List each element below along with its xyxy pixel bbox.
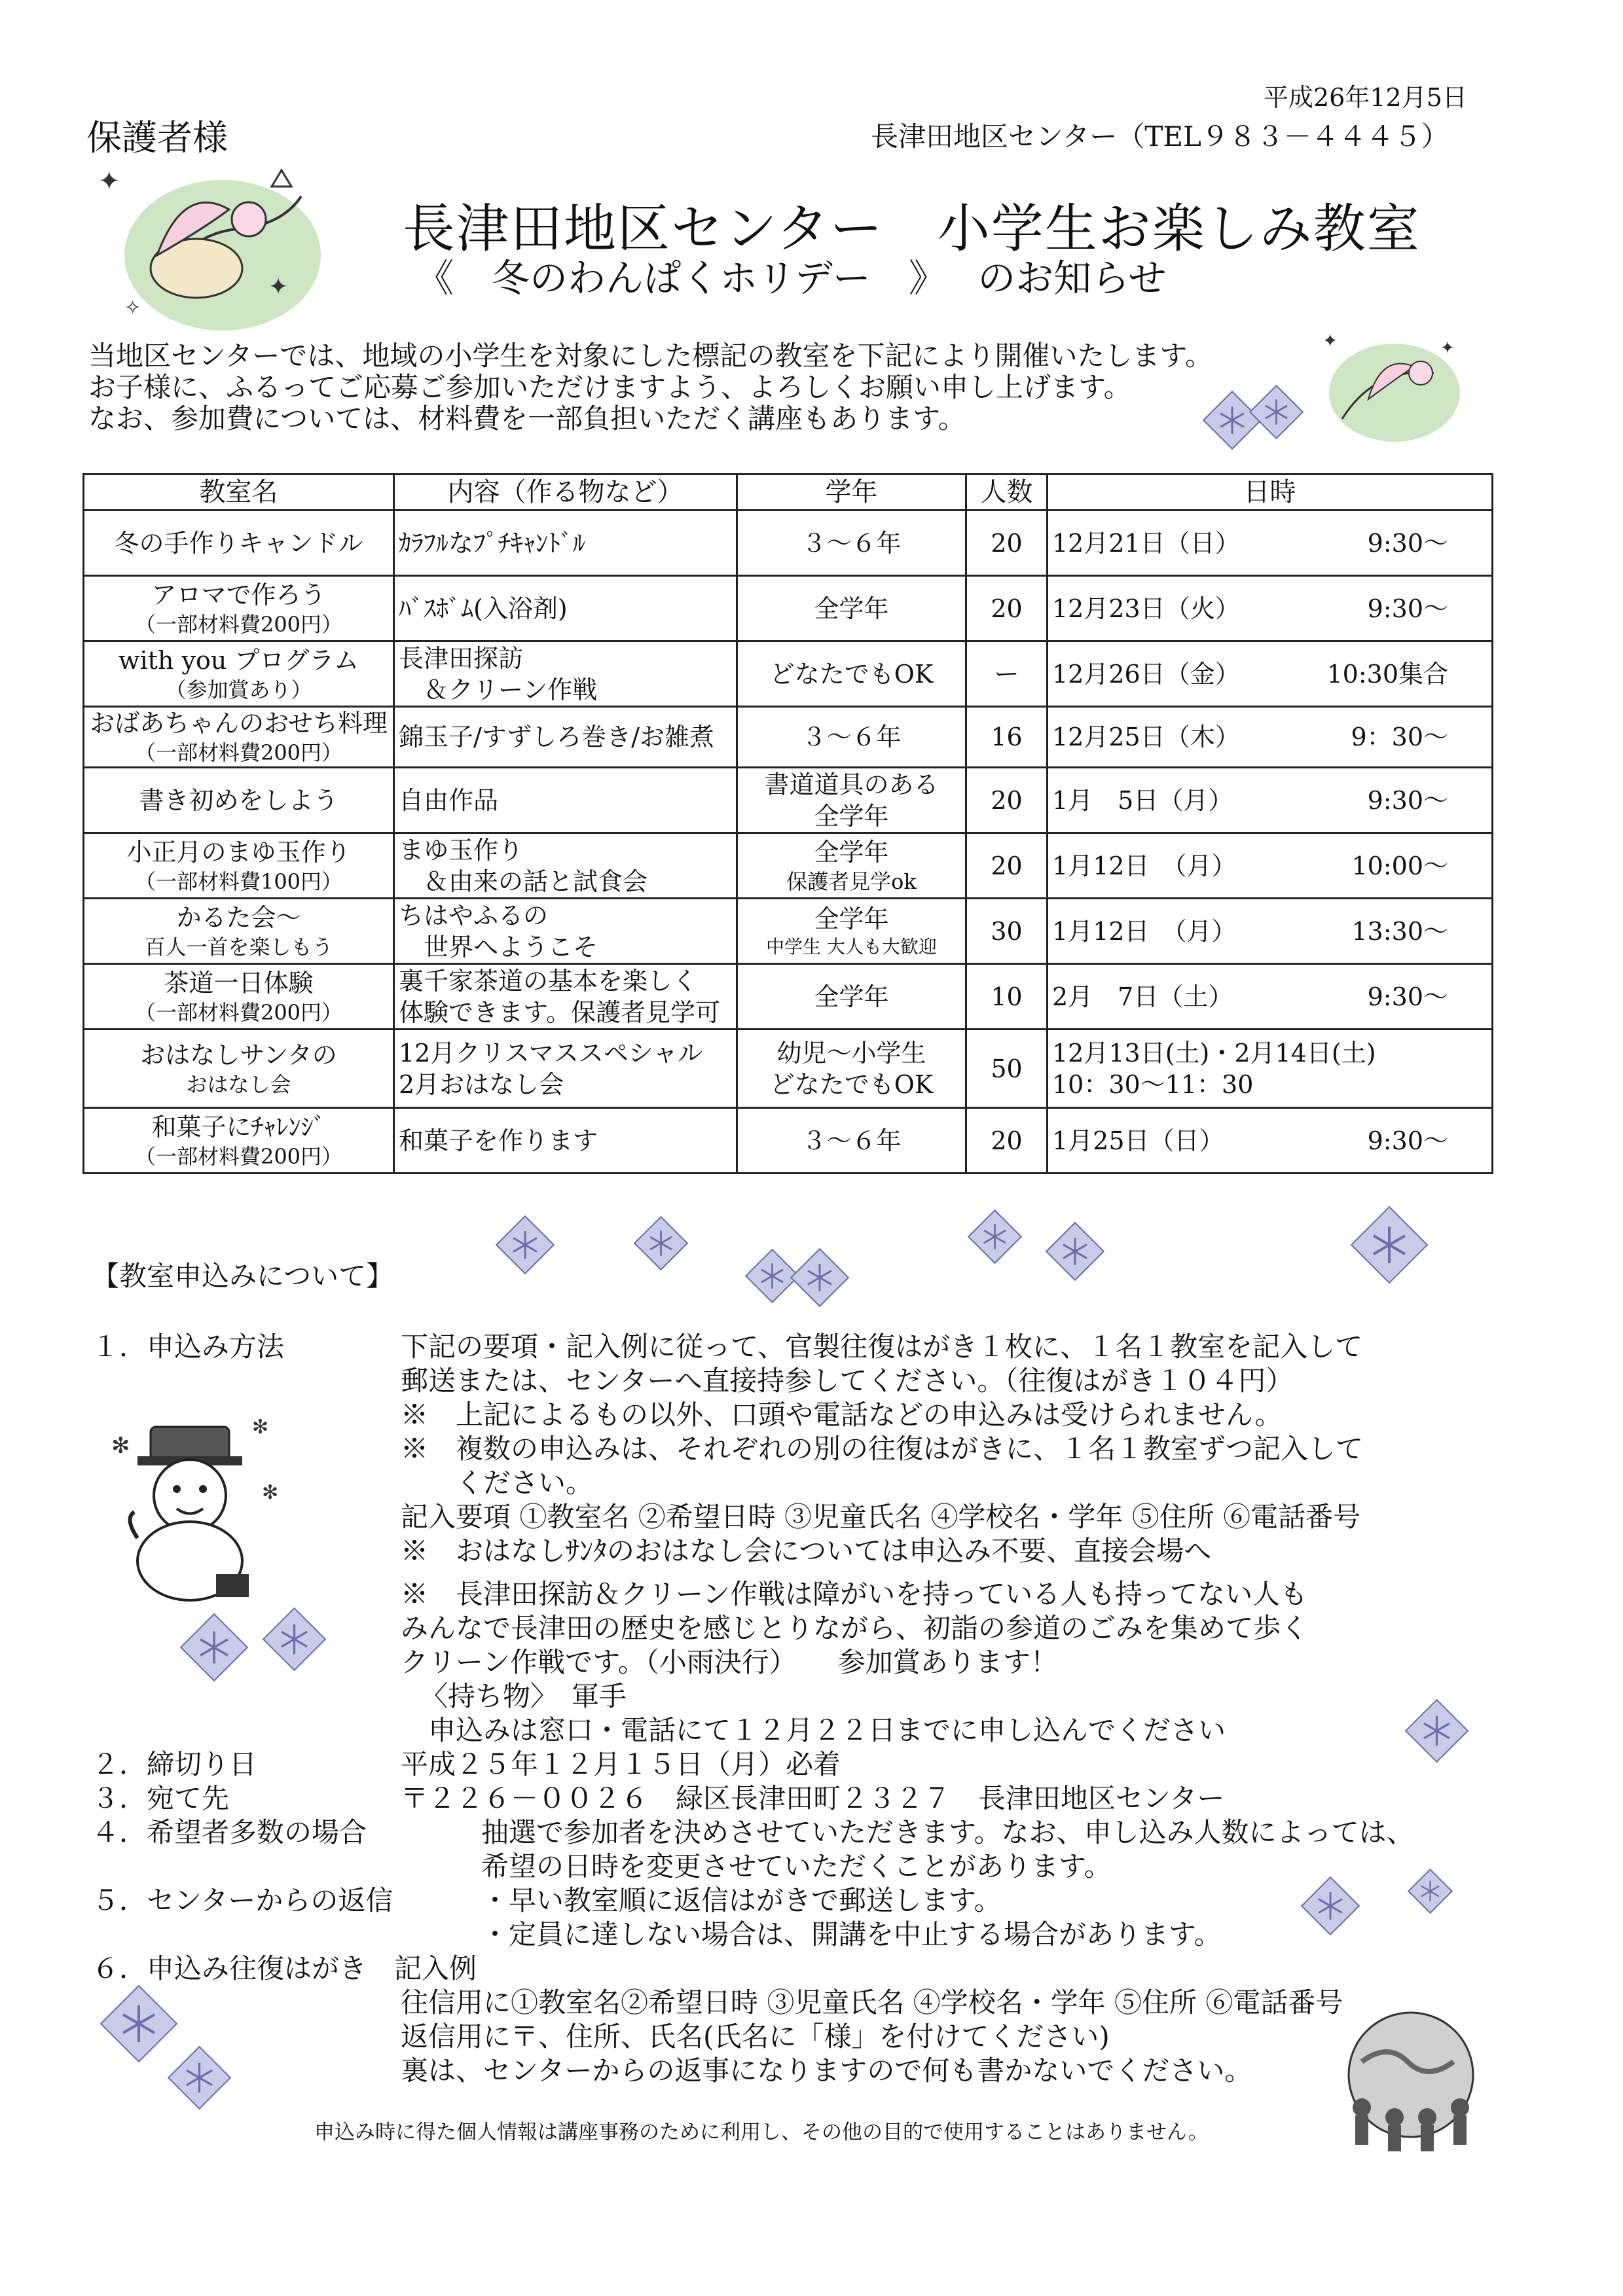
class-time: 9:30～ <box>1367 1126 1448 1155</box>
class-content: ｶﾗﾌﾙなﾌﾟﾁｷｬﾝﾄﾞﾙ <box>399 528 586 558</box>
table-row <box>84 707 1493 768</box>
class-grade-note: 中学生 大人も大歓迎 <box>766 935 937 958</box>
cell-capacity <box>966 511 1048 576</box>
column-header: 日時 <box>1048 475 1493 511</box>
cell-datetime <box>1048 707 1493 768</box>
datetime-line <box>1052 593 1487 624</box>
table-row <box>84 964 1493 1030</box>
class-name: かるた会～ <box>176 903 301 932</box>
svg-text:✦: ✦ <box>98 166 120 196</box>
class-grade: ３～６年 <box>801 723 902 751</box>
class-time: 13:30～ <box>1351 916 1448 946</box>
privacy-notice: 申込み時に得た個人情報は講座事務のために利用し、その他の目的で使用することはありません。 <box>314 2121 1209 2144</box>
class-time: 9:30～ <box>1367 982 1448 1011</box>
class-name: 茶道一日体験 <box>164 968 314 997</box>
class-time: 9：30～ <box>1351 723 1448 751</box>
intro-text <box>88 340 1213 435</box>
datetime-line <box>1052 785 1487 816</box>
table-row <box>84 576 1493 641</box>
clean-campaign-note <box>401 1577 1308 1748</box>
table-row <box>84 1030 1493 1108</box>
cell-content <box>394 511 737 576</box>
class-date: 12月13日(土)・2月14日(土) <box>1052 1038 1376 1067</box>
column-header: 教室名 <box>84 475 394 511</box>
class-content-detail: 世界へようこそ <box>399 932 598 961</box>
snowflake-icon <box>263 1607 327 1672</box>
class-date: 1月25日（日） <box>1052 1126 1224 1155</box>
snowflake-icon <box>968 1210 1022 1264</box>
cell-class-name <box>84 1108 394 1174</box>
cell-content <box>394 833 737 899</box>
datetime-line <box>1052 528 1487 559</box>
class-content-detail: ＆クリーン作戦 <box>399 675 598 704</box>
text-line: 記入要項 ①教室名 ②希望日時 ③児童氏名 ④学校名・学年 ⑤住所 ⑥電話番号 <box>401 1501 1361 1533</box>
snowflake-icon <box>1405 1699 1469 1763</box>
cell-content <box>394 641 737 707</box>
class-capacity: 20 <box>991 528 1023 558</box>
cell-content <box>394 1108 737 1174</box>
deadline-text: 平成２５年１２月１５日（月）必着 <box>401 1748 841 1780</box>
text-line: ※ 上記によるもの以外、口頭や電話などの申込みは受けられません。 <box>401 1399 1283 1431</box>
snowflake-icon <box>496 1215 555 1275</box>
cell-class-name <box>84 511 394 576</box>
class-capacity: 10 <box>991 982 1023 1011</box>
cell-class-name <box>84 707 394 768</box>
snowflake-icon <box>1046 1222 1105 1282</box>
cell-content <box>394 1030 737 1108</box>
class-grade-note: どなたでもOK <box>769 1069 934 1099</box>
class-date: 2月 7日（土） <box>1052 982 1233 1011</box>
class-time: 10:30集合 <box>1326 659 1448 689</box>
cell-grade <box>737 899 966 964</box>
class-date: 12月26日（金） <box>1052 659 1240 689</box>
class-time: 9:30～ <box>1367 785 1448 815</box>
cell-datetime <box>1048 964 1493 1030</box>
class-name-note: （一部材料費200円） <box>134 740 343 765</box>
cell-grade <box>737 641 966 707</box>
cell-capacity <box>966 576 1048 641</box>
class-name-note: （一部材料費200円） <box>134 1143 343 1169</box>
class-grade: 全学年 <box>814 594 889 623</box>
cell-capacity <box>966 641 1048 707</box>
class-date: 12月25日（木） <box>1052 723 1240 751</box>
text-line: 裏は、センターからの返事になりますので何も書かないでください。 <box>401 2054 1252 2087</box>
cell-capacity <box>966 768 1048 833</box>
snowflake-icon <box>1351 1206 1429 1284</box>
text-line: 希望の日時を変更させていただくことがあります。 <box>481 1850 1112 1882</box>
text-line: 返信用に〒、住所、氏名(氏名に「様」を付けてください) <box>401 2020 1110 2053</box>
cell-class-name <box>84 641 394 707</box>
class-capacity: 20 <box>991 785 1023 815</box>
cell-capacity <box>966 1030 1048 1108</box>
class-name: 和菓子にﾁｬﾚﾝｼﾞ <box>151 1112 326 1141</box>
cell-grade <box>737 511 966 576</box>
section-label: １．申込み方法 <box>92 1331 285 1363</box>
cell-content <box>394 899 737 964</box>
cell-datetime <box>1048 576 1493 641</box>
class-grade: ３～６年 <box>801 1126 902 1155</box>
datetime-line <box>1052 981 1487 1013</box>
cell-datetime <box>1048 899 1493 964</box>
cell-datetime <box>1048 511 1493 576</box>
table-row <box>84 1108 1493 1174</box>
class-grade: 全学年 <box>814 982 889 1011</box>
cell-datetime <box>1048 833 1493 899</box>
text-line: ※ 長津田探訪＆クリーン作戦は障がいを持っている人も持ってない人も <box>401 1578 1308 1610</box>
datetime-line <box>1052 1125 1487 1157</box>
text-line: ※ おはなしｻﾝﾀのおはなし会については申込み不要、直接会場へ <box>401 1535 1212 1567</box>
class-content-detail: 2月おはなし会 <box>399 1069 564 1099</box>
datetime-line <box>1052 658 1487 690</box>
cell-content <box>394 576 737 641</box>
datetime-line <box>1052 850 1487 882</box>
recipient-label: 保護者様 <box>86 117 228 158</box>
class-schedule-table <box>82 473 1493 1174</box>
class-grade: 幼児～小学生 <box>776 1038 926 1067</box>
class-name-note: （一部材料費200円） <box>134 999 343 1025</box>
text-line: ※ 複数の申込みは、それぞれの別の往復はがきに、１名１教室ずつ記入して <box>401 1433 1364 1465</box>
class-time: 10:00～ <box>1351 851 1448 880</box>
fairy-illustration <box>85 157 321 334</box>
datetime-line <box>1052 721 1487 753</box>
table-row <box>84 511 1493 576</box>
text-line: ・早い教室順に返信はがきで郵送します。 <box>481 1884 1002 1916</box>
cell-grade <box>737 833 966 899</box>
class-capacity: 20 <box>991 594 1023 623</box>
table-row <box>84 899 1493 964</box>
section-label: ６．申込み往復はがき 記入例 <box>92 1952 477 1984</box>
class-grade-note: 保護者見学ok <box>786 869 917 894</box>
table-row <box>84 768 1493 833</box>
cell-content <box>394 707 737 768</box>
cell-class-name <box>84 964 394 1030</box>
class-name-note: （一部材料費200円） <box>134 611 343 637</box>
lottery-text <box>481 1816 1414 1884</box>
class-name: 書き初めをしよう <box>139 785 338 815</box>
class-date: 1月 5日（月） <box>1052 785 1233 815</box>
cell-capacity <box>966 833 1048 899</box>
svg-text:✧: ✧ <box>124 296 141 319</box>
class-time: 9:30～ <box>1367 528 1448 558</box>
text-line: ・定員に達しない場合は、開講を中止する場合があります。 <box>481 1918 1222 1950</box>
class-time-range: 10：30～11：30 <box>1052 1069 1254 1099</box>
snowflake-icon <box>1408 1869 1453 1914</box>
class-name-note: 百人一首を楽しもう <box>144 934 333 960</box>
document-date: 平成26年12月5日 <box>1264 83 1467 112</box>
class-date: 1月12日 （月） <box>1052 916 1237 946</box>
section-label: ３．宛て先 <box>92 1782 230 1814</box>
table-header-row <box>84 475 1493 511</box>
class-time: 9:30～ <box>1367 594 1448 623</box>
class-name: おはなしサンタの <box>140 1040 337 1069</box>
globe-children-illustration <box>1336 2003 1486 2153</box>
text-line: 郵送または、センターへ直接持参してください。（往復はがき１０４円） <box>401 1365 1294 1397</box>
table-row <box>84 641 1493 707</box>
cell-class-name <box>84 899 394 964</box>
class-name: 冬の手作りキャンドル <box>114 528 363 558</box>
cell-capacity <box>966 964 1048 1030</box>
svg-text:✦: ✦ <box>1440 338 1455 358</box>
intro-line: なお、参加費については、材料費を一部負担いただく講座もあります。 <box>88 403 966 435</box>
class-content: 裏千家茶道の基本を楽しく <box>399 966 698 996</box>
class-capacity: 20 <box>991 1126 1023 1155</box>
cell-grade <box>737 1108 966 1174</box>
class-name: with you プログラム <box>118 645 359 675</box>
cell-datetime <box>1048 1108 1493 1174</box>
section-label: ５．センターからの返信 <box>92 1884 393 1916</box>
application-method <box>401 1330 1363 1568</box>
text-line: クリーン作戦です。（小雨決行） 参加賞あります！ <box>401 1646 1058 1678</box>
reply-text <box>481 1884 1222 1952</box>
cell-datetime <box>1048 1030 1493 1108</box>
cell-capacity <box>966 1108 1048 1174</box>
cell-grade <box>737 768 966 833</box>
class-content: 自由作品 <box>399 785 499 815</box>
class-content: ﾊﾞｽﾎﾞﾑ(入浴剤) <box>399 594 568 623</box>
class-name-note: （一部材料費100円） <box>134 869 343 894</box>
class-content: 和菓子を作ります <box>399 1126 598 1155</box>
svg-text:✻: ✻ <box>252 1416 269 1439</box>
class-grade: どなたでもOK <box>769 659 934 689</box>
cell-class-name <box>84 833 394 899</box>
address-text: 〒２２６－００２６ 緑区長津田町２３２７ 長津田地区センター <box>401 1782 1225 1814</box>
text-line: 抽選で参加者を決めさせていただきます。なお、申し込み人数によっては、 <box>481 1816 1414 1848</box>
text-line: みんなで長津田の歴史を感じとりながら、初詣の参道のごみを集めて歩く <box>401 1612 1309 1644</box>
class-content: 長津田探訪 <box>399 643 524 673</box>
cell-grade <box>737 707 966 768</box>
class-name-note: おはなし会 <box>186 1071 291 1097</box>
cell-datetime <box>1048 768 1493 833</box>
section-label: ２．締切り日 <box>92 1748 257 1780</box>
class-content-detail: 体験できます。保護者見学可 <box>399 997 720 1027</box>
class-grade-note: 全学年 <box>814 801 889 831</box>
snowman-illustration <box>98 1407 295 1604</box>
intro-line: お子様に、ふるってご応募ご参加いただけますよう、よろしくお願い申し上げます。 <box>88 371 1131 403</box>
snowflake-icon <box>634 1216 688 1270</box>
cell-grade <box>737 576 966 641</box>
cell-datetime <box>1048 641 1493 707</box>
svg-text:✻: ✻ <box>262 1481 279 1504</box>
section-label: ４．希望者多数の場合 <box>92 1816 367 1848</box>
cell-class-name <box>84 768 394 833</box>
class-content: まゆ玉作り <box>399 835 524 865</box>
snowflake-icon <box>100 1985 178 2063</box>
application-heading: 【教室申込みについて】 <box>92 1260 394 1292</box>
class-content: 錦玉子/すずしろ巻き/お雑煮 <box>399 723 714 751</box>
svg-text:✦: ✦ <box>268 274 289 300</box>
class-date: 1月12日 （月） <box>1052 851 1237 880</box>
class-date: 12月21日（日） <box>1052 528 1240 558</box>
cell-content <box>394 964 737 1030</box>
small-fairy-illustration <box>1316 327 1467 445</box>
intro-line: 当地区センターでは、地域の小学生を対象にした標記の教室を下記により開催いたします。 <box>88 340 1213 372</box>
svg-text:✦: ✦ <box>1322 330 1338 351</box>
page-subtitle: 《 冬のわんぱくホリデー 》 のお知らせ <box>416 256 1167 300</box>
postcard-example <box>401 1986 1343 2088</box>
svg-text:✻: ✻ <box>111 1433 130 1459</box>
text-line: ください。 <box>401 1467 594 1499</box>
class-grade: 全学年 <box>814 904 889 933</box>
cell-capacity <box>966 707 1048 768</box>
snowflake-icon <box>1249 385 1304 439</box>
datetime-line <box>1052 916 1487 947</box>
class-grade: 書道道具のある <box>764 770 939 799</box>
snowflake-icon <box>1301 1876 1360 1936</box>
class-name: アロマで作ろう <box>151 580 326 609</box>
class-name: おばあちゃんのおせち料理 <box>90 709 388 738</box>
class-content: ちはやふるの <box>399 901 549 930</box>
cell-class-name <box>84 576 394 641</box>
center-contact: 長津田地区センター（TEL９８３－４４４５） <box>871 120 1449 152</box>
cell-grade <box>737 1030 966 1108</box>
class-capacity: 20 <box>991 851 1023 880</box>
class-capacity: 16 <box>991 723 1023 751</box>
snowflake-icon <box>168 2046 232 2110</box>
column-header: 内容（作る物など） <box>394 475 737 511</box>
column-header: 人数 <box>966 475 1048 511</box>
snowflake-icon <box>790 1248 850 1308</box>
column-header: 学年 <box>737 475 966 511</box>
text-line: 申込みは窓口・電話にて１２月２２日までに申し込んでください <box>401 1714 1226 1746</box>
text-line: 〈持ち物〉 軍手 <box>420 1680 627 1712</box>
table-row <box>84 833 1493 899</box>
class-content-detail: ＆由来の話と試食会 <box>399 867 648 896</box>
class-grade: ３～６年 <box>801 528 902 558</box>
cell-class-name <box>84 1030 394 1108</box>
class-grade: 全学年 <box>814 837 889 867</box>
snowflake-icon <box>180 1613 249 1682</box>
class-name-note: （参加賞あり） <box>165 677 312 702</box>
datetime-line <box>1052 1037 1487 1069</box>
page-title: 長津田地区センター 小学生お楽しみ教室 <box>403 198 1421 259</box>
text-line: 下記の要項・記入例に従って、官製往復はがき１枚に、１名１教室を記入して <box>401 1331 1363 1363</box>
class-capacity: ー <box>994 659 1019 689</box>
class-content: 12月クリスマススペシャル <box>399 1038 703 1067</box>
class-date: 12月23日（火） <box>1052 594 1240 623</box>
text-line: 往信用に①教室名②希望日時 ③児童氏名 ④学校名・学年 ⑤住所 ⑥電話番号 <box>401 1986 1343 2018</box>
class-capacity: 50 <box>991 1054 1023 1083</box>
cell-grade <box>737 964 966 1030</box>
cell-capacity <box>966 899 1048 964</box>
class-name: 小正月のまゆ玉作り <box>126 837 351 867</box>
class-capacity: 30 <box>991 916 1023 946</box>
cell-content <box>394 768 737 833</box>
